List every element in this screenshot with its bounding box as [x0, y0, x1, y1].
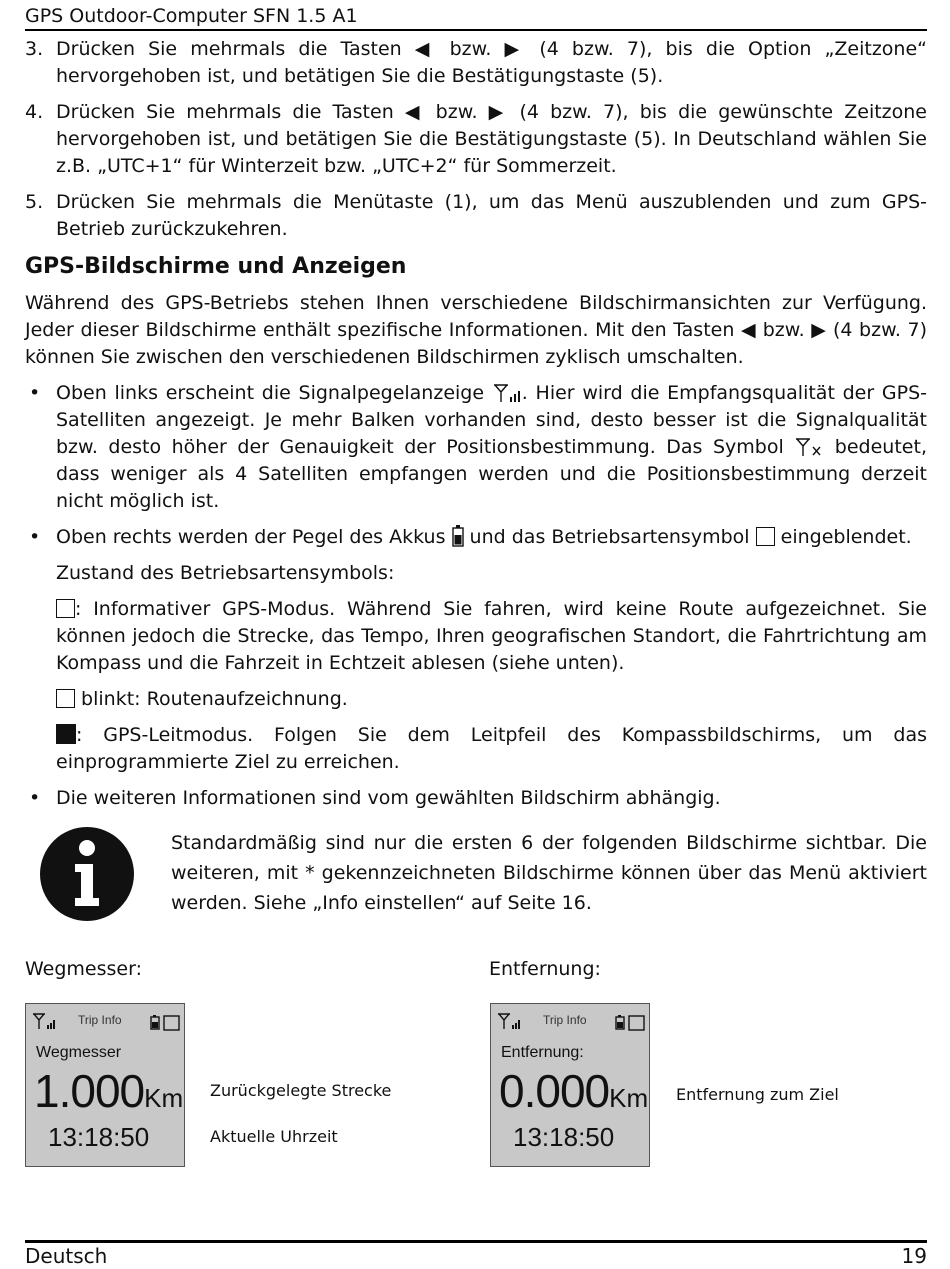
bullet-text: Die weiteren Informationen sind vom gewählten Bildschirm abhängig. [56, 787, 721, 809]
value-unit: Km [609, 1083, 649, 1113]
mode-empty-icon [56, 689, 75, 708]
bullet-text-part: bedeutet, dass weniger als 4 Satelliten empfangen werden und die Positionsbestimmung derzeit nicht möglich ist. [56, 436, 927, 512]
trip-info-label: Trip Info [543, 1013, 587, 1027]
page-number: 19 [901, 1244, 927, 1268]
no-signal-icon [794, 437, 824, 457]
step-number: 4. [25, 101, 44, 123]
signal-icon [492, 383, 522, 403]
section-heading: GPS-Bildschirme und Anzeigen [25, 254, 407, 279]
screen-label: Entfernung: [489, 958, 601, 980]
header-title: GPS Outdoor-Computer SFN 1.5 A1 [25, 5, 358, 27]
bullet-text-part: und das Betriebsartensymbol [463, 526, 756, 548]
distance-value [499, 1064, 648, 1118]
step-number: 5. [25, 191, 44, 213]
bullet-text [56, 524, 927, 551]
lcd-screen-distance [490, 1003, 650, 1167]
bullet-text-part: Oben links erscheint die Signalpegelanzeige [56, 382, 492, 404]
bullet-text [56, 380, 927, 515]
screen-name: Wegmesser [36, 1044, 122, 1061]
value-number: 1.000 [34, 1065, 145, 1117]
mode-empty-icon [56, 599, 75, 618]
bullet-dot: • [29, 382, 41, 404]
mode-text: blinkt: Routenaufzeichnung. [75, 688, 348, 710]
bullet-item [25, 524, 927, 551]
bullet-item [25, 380, 927, 515]
battery-mode-icon [150, 1014, 182, 1032]
signal-icon [32, 1012, 58, 1030]
screen-label: Wegmesser: [25, 958, 142, 980]
main-content [25, 36, 927, 936]
step-text: Drücken Sie mehrmals die Tasten ◀ bzw. ▶ (4 bzw. 7), bis die Option „Zeitzone“ hervorgehoben ist, und betätigen Sie die Bestätigungstaste (5). [56, 38, 927, 87]
bullet-text-part: eingeblendet. [774, 526, 912, 548]
step-item [25, 36, 927, 90]
bullet-dot: • [29, 526, 41, 548]
status-heading: Zustand des Betriebsartensymbols: [56, 562, 395, 584]
screen-name: Entfernung: [501, 1044, 584, 1061]
lcd-screen-odometer [25, 1003, 185, 1167]
bullet-item [25, 785, 927, 812]
bullet-text-part: Oben rechts werden der Pegel des Akkus [56, 526, 452, 548]
value-description: Zurückgelegte Strecke [210, 1081, 392, 1100]
signal-icon [497, 1012, 523, 1030]
step-number: 3. [25, 38, 44, 60]
clock-time: 13:18:50 [48, 1122, 150, 1152]
info-note [25, 826, 927, 936]
battery-icon [452, 525, 464, 547]
trip-info-label: Trip Info [78, 1013, 122, 1027]
bullet-text-part: . Hier wird die Empfangsqualität der GPS-Satelliten angezeigt. Je mehr Balken vorhanden sind, desto besser ist die Signalqualität bzw. desto höher der Genauigkeit der Positionsbestimmung. Das Symbol [56, 382, 928, 458]
step-item [25, 189, 927, 243]
footer-language: Deutsch [25, 1244, 108, 1268]
value-description: Entfernung zum Ziel [676, 1085, 839, 1104]
mode-description [56, 686, 927, 713]
info-icon [39, 826, 135, 922]
step-item [25, 99, 927, 180]
mode-description [56, 596, 927, 677]
page-header [25, 4, 927, 31]
page-footer [25, 1240, 927, 1269]
mode-filled-icon [56, 724, 76, 744]
distance-value [34, 1064, 183, 1118]
mode-text: : Informativer GPS-Modus. Während Sie fahren, wird keine Route aufgezeichnet. Sie können jedoch die Strecke, das Tempo, Ihren geografischen Standort, die Fahrtrichtung am Kompass und die Fahrzeit in Echtzeit ablesen (siehe unten). [56, 598, 927, 674]
mode-text: : GPS-Leitmodus. Folgen Sie dem Leitpfeil des Kompassbildschirms, um das einprogrammierte Ziel zu erreichen. [56, 724, 927, 773]
step-text: Drücken Sie mehrmals die Tasten ◀ bzw. ▶ (4 bzw. 7), bis die gewünschte Zeitzone hervorgehoben ist, und betätigen Sie die Bestätigungstaste (5). In Deutschland wählen Sie z.B. „UTC+1“ für Winterzeit bzw. „UTC+2“ für Sommerzeit. [56, 101, 927, 177]
section-intro: Während des GPS-Betriebs stehen Ihnen verschiedene Bildschirmansichten zur Verfügung. Jeder dieser Bildschirme enthält spezifische Informationen. Mit den Tasten ◀ bzw. ▶ (4 bzw. 7) können Sie zwischen den verschiedenen Bildschirmen zyklisch umschalten. [25, 292, 927, 368]
mode-symbol-icon [756, 527, 775, 546]
battery-mode-icon [615, 1014, 647, 1032]
mode-description [56, 722, 927, 776]
time-description: Aktuelle Uhrzeit [210, 1127, 338, 1146]
bullet-dot: • [29, 787, 41, 809]
value-number: 0.000 [499, 1065, 610, 1117]
info-text: Standardmäßig sind nur die ersten 6 der folgenden Bildschirme sichtbar. Die weiteren, mit * gekennzeichneten Bildschirme können über das Menü aktiviert werden. Siehe „Info einstellen“ auf Seite 16. [171, 832, 927, 914]
step-text: Drücken Sie mehrmals die Menütaste (1), um das Menü auszublenden und zum GPS-Betrieb zurückzukehren. [56, 191, 927, 240]
value-unit: Km [144, 1083, 184, 1113]
clock-time: 13:18:50 [513, 1122, 615, 1152]
